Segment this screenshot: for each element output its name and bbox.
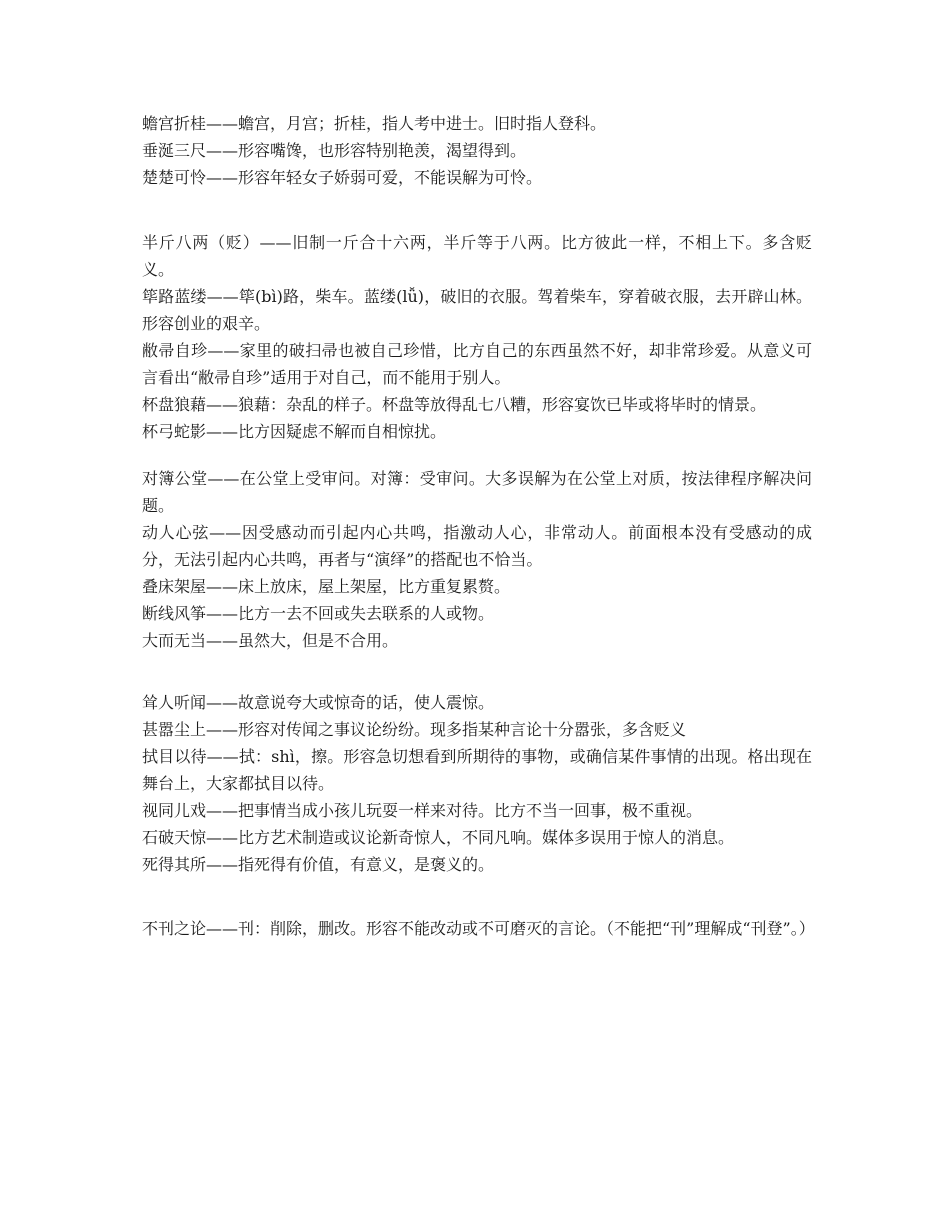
idiom-group-1: [142, 110, 812, 191]
idiom-entry: 动人心弦——因受感动而引起内心共鸣，指激动人心，非常动人。前面根本没有受感动的成分，无法引起内心共鸣，再者与“演绎”的搭配也不恰当。: [142, 523, 812, 569]
idiom-group-2: [142, 229, 812, 445]
idiom-entry: 甚嚣尘上——形容对传闻之事议论纷纷。现多指某种言论十分嚣张，多含贬义: [142, 720, 687, 739]
idiom-entry: 楚楚可怜——形容年轻女子娇弱可爱，不能误解为可怜。: [142, 168, 543, 187]
document-body: [142, 110, 815, 942]
idiom-entry: 断线风筝——比方一去不回或失去联系的人或物。: [142, 604, 495, 623]
idiom-entry: 垂涎三尺——形容嘴馋，也形容特别艳羡，渴望得到。: [142, 141, 527, 160]
idiom-entry: 敝帚自珍——家里的破扫帚也被自己珍惜，比方自己的东西虽然不好，却非常珍爱。从意义可言看出“敝帚自珍”适用于对自己，而不能用于别人。: [142, 341, 812, 387]
idiom-entry: 石破天惊——比方艺术制造或议论新奇惊人，不同凡响。媒体多误用于惊人的消息。: [142, 828, 735, 847]
idiom-entry: 杯盘狼藉——狼藉：杂乱的样子。杯盘等放得乱七八糟，形容宴饮已毕或将毕时的情景。: [142, 395, 767, 414]
idiom-entry: 视同儿戏——把事情当成小孩儿玩耍一样来对待。比方不当一回事，极不重视。: [142, 801, 703, 820]
idiom-entry: 叠床架屋——床上放床，屋上架屋，比方重复累赘。: [142, 577, 511, 596]
idiom-group-5: [142, 915, 815, 942]
idiom-entry: 耸人听闻——故意说夸大或惊奇的话，使人震惊。: [142, 693, 495, 712]
idiom-entry: 半斤八两（贬）——旧制一斤合十六两，半斤等于八两。比方彼此一样，不相上下。多含贬义。: [142, 233, 812, 279]
idiom-entry: 杯弓蛇影——比方因疑虑不解而自相惊扰。: [142, 422, 447, 441]
idiom-entry: 死得其所——指死得有价值，有意义，是褒义的。: [142, 855, 495, 874]
idiom-entry: 筚路蓝缕——筚(bì)路，柴车。蓝缕(lǚ)，破旧的衣服。驾着柴车，穿着破衣服，去开辟山林。形容创业的艰辛。: [142, 287, 812, 333]
idiom-entry: 蟾宫折桂——蟾宫，月宫；折桂，指人考中进士。旧时指人登科。: [142, 114, 607, 133]
idiom-group-4: [142, 689, 812, 878]
idiom-entry: 大而无当——虽然大，但是不合用。: [142, 631, 399, 650]
idiom-group-3: [142, 465, 812, 654]
idiom-entry: 拭目以待——拭：shì，擦。形容急切想看到所期待的事物，或确信某件事情的出现。格出现在舞台上，大家都拭目以待。: [142, 747, 812, 793]
idiom-entry: 对簿公堂——在公堂上受审问。对簿：受审问。大多误解为在公堂上对质，按法律程序解决问题。: [142, 469, 812, 515]
idiom-entry: 不刊之论——刊：削除，删改。形容不能改动或不可磨灭的言论。（不能把“刊”理解成“刊登”。）: [142, 919, 815, 938]
